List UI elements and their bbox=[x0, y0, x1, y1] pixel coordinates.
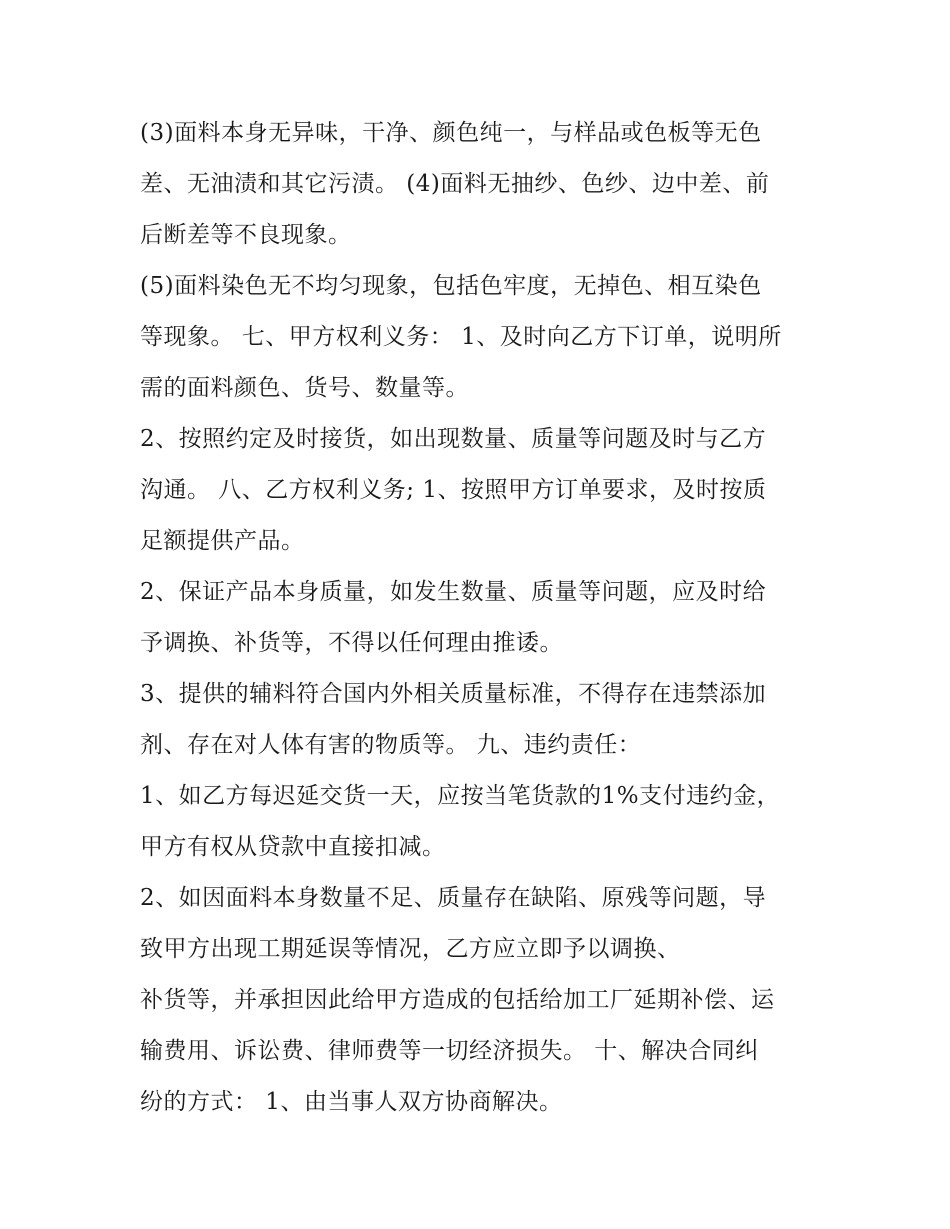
text-line: 剂、存在对人体有害的物质等。 九、违约责任： bbox=[140, 732, 642, 758]
paragraph-defect-liability-dispute bbox=[140, 873, 820, 1128]
text-line: 等现象。 七、甲方权利义务： 1、及时向乙方下订单，说明所 bbox=[140, 324, 782, 350]
paragraph-late-delivery-penalty bbox=[140, 771, 820, 873]
text-line: 后断差等不良现象。 bbox=[140, 222, 352, 248]
text-line: 3、提供的辅料符合国内外相关质量标准，不得存在违禁添加 bbox=[140, 681, 767, 707]
paragraph-dyeing-party-a bbox=[140, 261, 820, 414]
paragraph-fabric-quality bbox=[140, 108, 820, 261]
text-line: 补货等，并承担因此给甲方造成的包括给加工厂延期补偿、运 bbox=[140, 987, 775, 1013]
text-line: 致甲方出现工期延误等情况，乙方应立即予以调换、 bbox=[140, 936, 681, 962]
text-line: 足额提供产品。 bbox=[140, 528, 305, 554]
paragraph-accessories-standards bbox=[140, 669, 820, 771]
text-line: 甲方有权从贷款中直接扣减。 bbox=[140, 834, 446, 860]
text-line: 2、如因面料本身数量不足、质量存在缺陷、原残等问题，导 bbox=[140, 885, 767, 911]
text-line: (3)面料本身无异味，干净、颜色纯一，与样品或色板等无色 bbox=[140, 120, 762, 146]
text-line: 2、保证产品本身质量，如发生数量、质量等问题，应及时给 bbox=[140, 579, 767, 605]
text-line: (5)面料染色无不均匀现象，包括色牢度，无掉色、相互染色 bbox=[140, 273, 762, 299]
text-line: 予调换、补货等，不得以任何理由推诿。 bbox=[140, 630, 563, 656]
paragraph-product-quality bbox=[140, 567, 820, 669]
paragraph-receive-goods-party-b bbox=[140, 414, 820, 567]
text-line: 需的面料颜色、货号、数量等。 bbox=[140, 375, 469, 401]
text-line: 差、无油渍和其它污渍。 (4)面料无抽纱、色纱、边中差、前 bbox=[140, 171, 770, 197]
text-line: 2、按照约定及时接货，如出现数量、质量等问题及时与乙方 bbox=[140, 426, 767, 452]
text-line: 输费用、诉讼费、律师费等一切经济损失。 十、解决合同纠 bbox=[140, 1038, 759, 1064]
text-line: 纷的方式： 1、由当事人双方协商解决。 bbox=[140, 1089, 563, 1115]
document-body bbox=[140, 108, 820, 1128]
text-line: 1、如乙方每迟延交货一天，应按当笔货款的1%支付违约金， bbox=[140, 783, 781, 809]
text-line: 沟通。 八、乙方权利义务; 1、按照甲方订单要求，及时按质 bbox=[140, 477, 767, 503]
